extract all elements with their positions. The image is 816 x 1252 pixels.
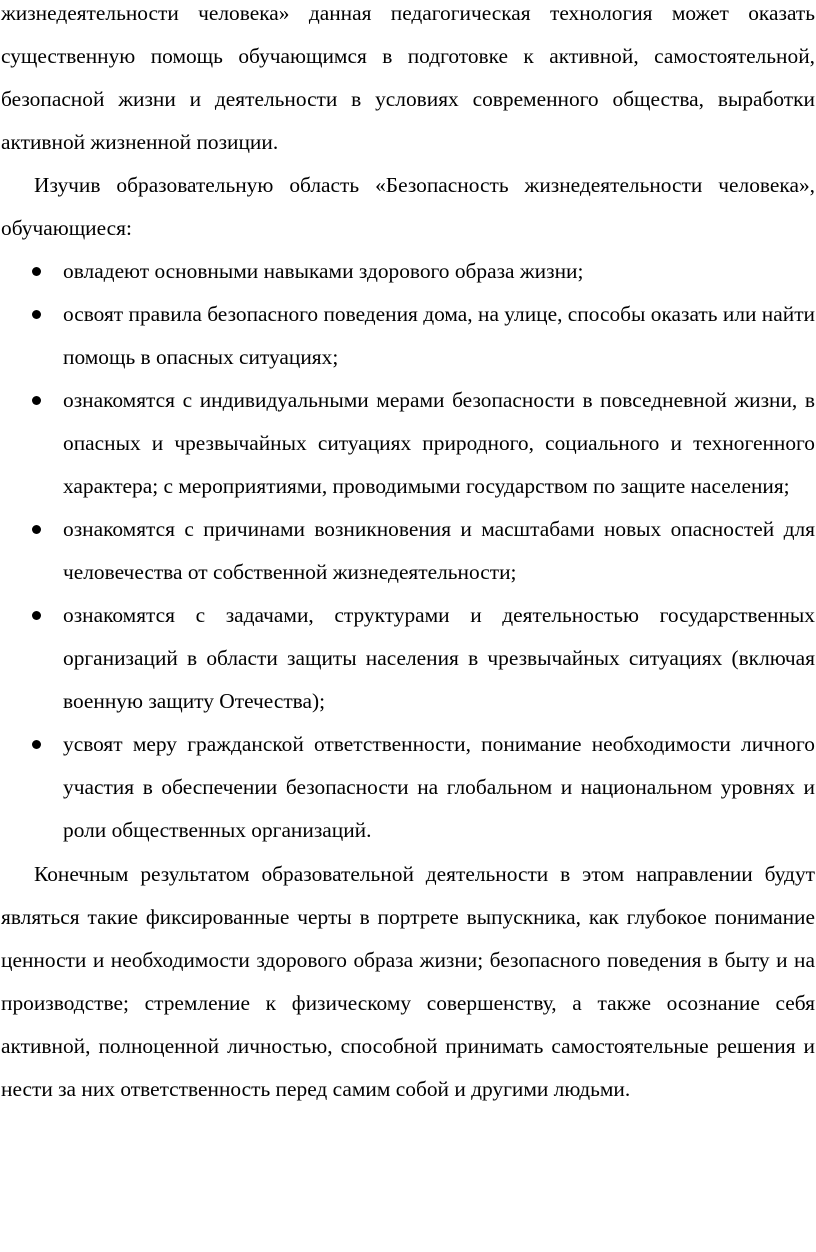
list-item [1,508,815,594]
conclusion-paragraph: Конечным результатом образовательной деятельности в этом направлении будут являться такие фиксированные черты в портрете выпускника, как глубокое понимание ценности и необходимости здорового образа жизни; безопасного поведения в быту и на производстве; стремление к физическому совершенству, а также осознание себя активной, полноценной личностью, способной принимать самостоятельные решения и нести за них ответственность перед самим собой и другими людьми. [1,862,815,1101]
bullet-icon [32,267,41,276]
list-item-text: ознакомятся с индивидуальными мерами безопасности в повседневной жизни, в опасных и чрезвычайных ситуациях природного, социального и техногенного характера; с мероприятиями, проводимыми государством по защите населения; [63,388,815,498]
list-item [1,250,815,293]
list-item [1,594,815,723]
list-item [1,293,815,379]
list-item [1,379,815,508]
list-item-text: освоят правила безопасного поведения дома, на улице, способы оказать или найти помощь в опасных ситуациях; [63,302,815,369]
bullet-icon [32,740,41,749]
lead-paragraph: Изучив образовательную область «Безопасность жизнедеятельности человека», обучающиеся: [1,173,815,240]
list-item-text: овладеют основными навыками здорового образа жизни; [63,259,584,283]
bullet-icon [32,525,41,534]
bullet-icon [32,396,41,405]
intro-paragraph: жизнедеятельности человека» данная педагогическая технология может оказать существенную помощь обучающимся в подготовке к активной, самостоятельной, безопасной жизни и деятельности в условиях современного общества, выработки активной жизненной позиции. [1,1,815,154]
list-item-text: ознакомятся с причинами возникновения и масштабами новых опасностей для человечества от собственной жизнедеятельности; [63,517,815,584]
list-item-text: усвоят меру гражданской ответственности, понимание необходимости личного участия в обеспечении безопасности на глобальном и национальном уровнях и роли общественных организаций. [63,732,815,842]
outcomes-list [1,250,815,852]
bullet-icon [32,611,41,620]
list-item-text: ознакомятся с задачами, структурами и деятельностью государственных организаций в области защиты населения в чрезвычайных ситуациях (включая военную защиту Отечества); [63,603,815,713]
list-item [1,723,815,852]
bullet-icon [32,310,41,319]
